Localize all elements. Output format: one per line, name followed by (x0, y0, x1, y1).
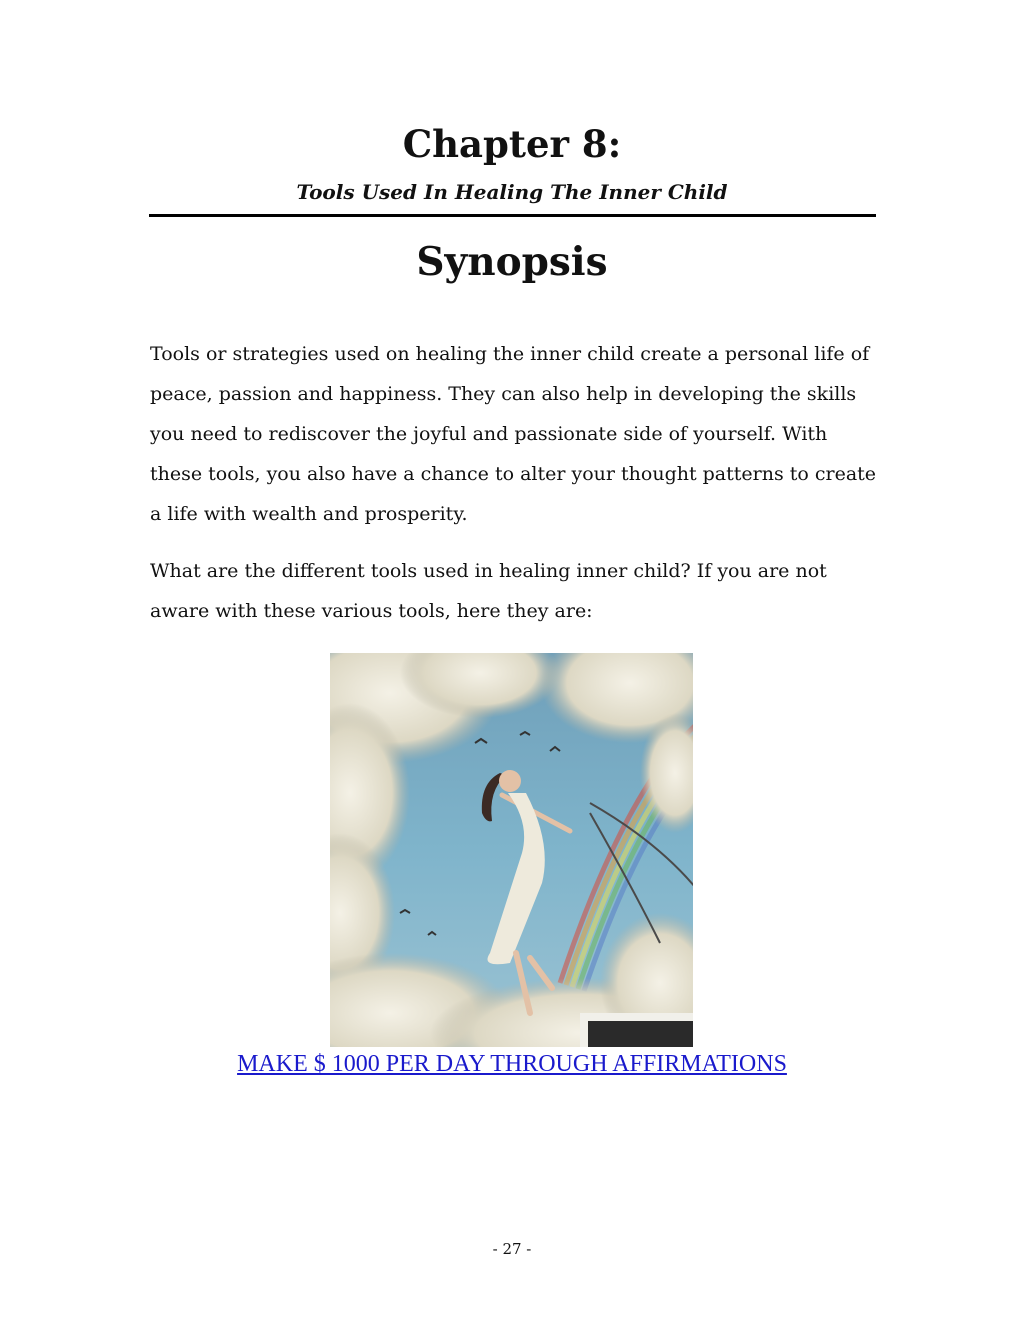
body-paragraph-2: What are the different tools used in healing inner child? If you are not aware with these various tools, here they are: (150, 560, 827, 622)
chapter-subtitle: Tools Used In Healing The Inner Child (296, 180, 728, 204)
chapter-title: Chapter 8: (402, 122, 622, 166)
section-title: Synopsis (416, 239, 608, 285)
affirmations-link[interactable] (0, 1048, 1024, 1080)
title-divider (149, 214, 876, 217)
affirmations-link-text[interactable]: MAKE $ 1000 PER DAY THROUGH AFFIRMATIONS (237, 1051, 787, 1077)
body-paragraph-1: Tools or strategies used on healing the inner child create a personal life of peace, passion and happiness. They can also help in developing the skills you need to rediscover the joyful and passionate side of yourself. With these tools, you also have a chance to alter your thought patterns to create a life with wealth and prosperity. (150, 343, 877, 525)
page-number: - 27 - (492, 1240, 532, 1258)
illustration-woman-in-sky (330, 653, 693, 1047)
